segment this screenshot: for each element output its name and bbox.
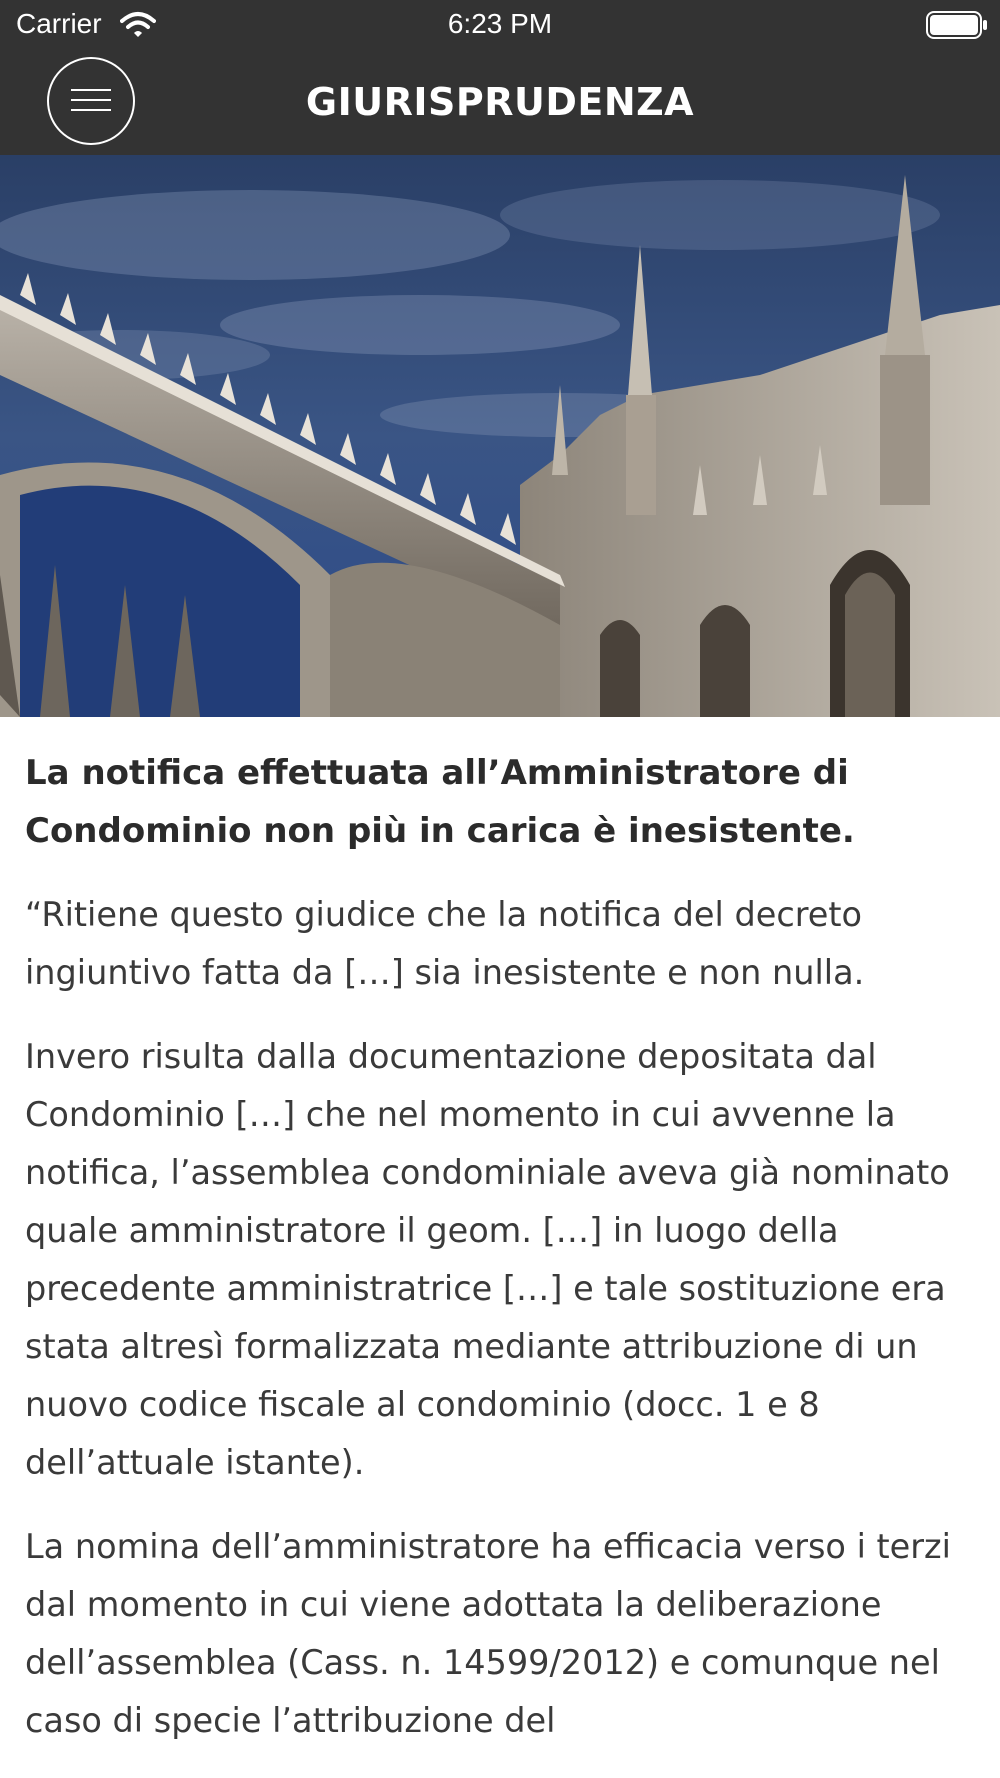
article-paragraph-2: Invero risulta dalla documentazione depositata dal Condominio […] che nel momento in cui avvenne la notifica, l’assemblea condominiale aveva già nominato quale amministratore il geom. […] in luogo della precedente amministratrice […] e tale sostituzione era stata altresì formalizzata mediante attribuzione di un nuovo codice fiscale al condominio (docc. 1 e 8 dell’attuale istante). <box>25 1037 950 1482</box>
article <box>25 744 975 1776</box>
article-paragraph-1: “Ritiene questo giudice che la notifica del decreto ingiuntivo fatta da […] sia inesistente e non nulla. <box>25 895 865 992</box>
cathedral-illustration <box>0 155 1000 717</box>
hero-image <box>0 155 1000 717</box>
carrier-label: Carrier <box>16 8 102 39</box>
article-heading: La notifica effettuata all’Amministratore di Condominio non più in carica è inesistente. <box>25 753 855 851</box>
status-time: 6:23 PM <box>447 8 553 39</box>
nav-bar <box>0 50 1000 155</box>
article-paragraph-3: La nomina dell’amministratore ha efficacia verso i terzi dal momento in cui viene adottata la deliberazione dell’assemblea (Cass. n. 14599/2012) e comunque nel caso di specie l’attribuzione del <box>25 1527 951 1740</box>
status-bar <box>0 0 1000 50</box>
battery-icon <box>926 11 988 39</box>
page-title: GIURISPRUDENZA <box>305 80 695 124</box>
